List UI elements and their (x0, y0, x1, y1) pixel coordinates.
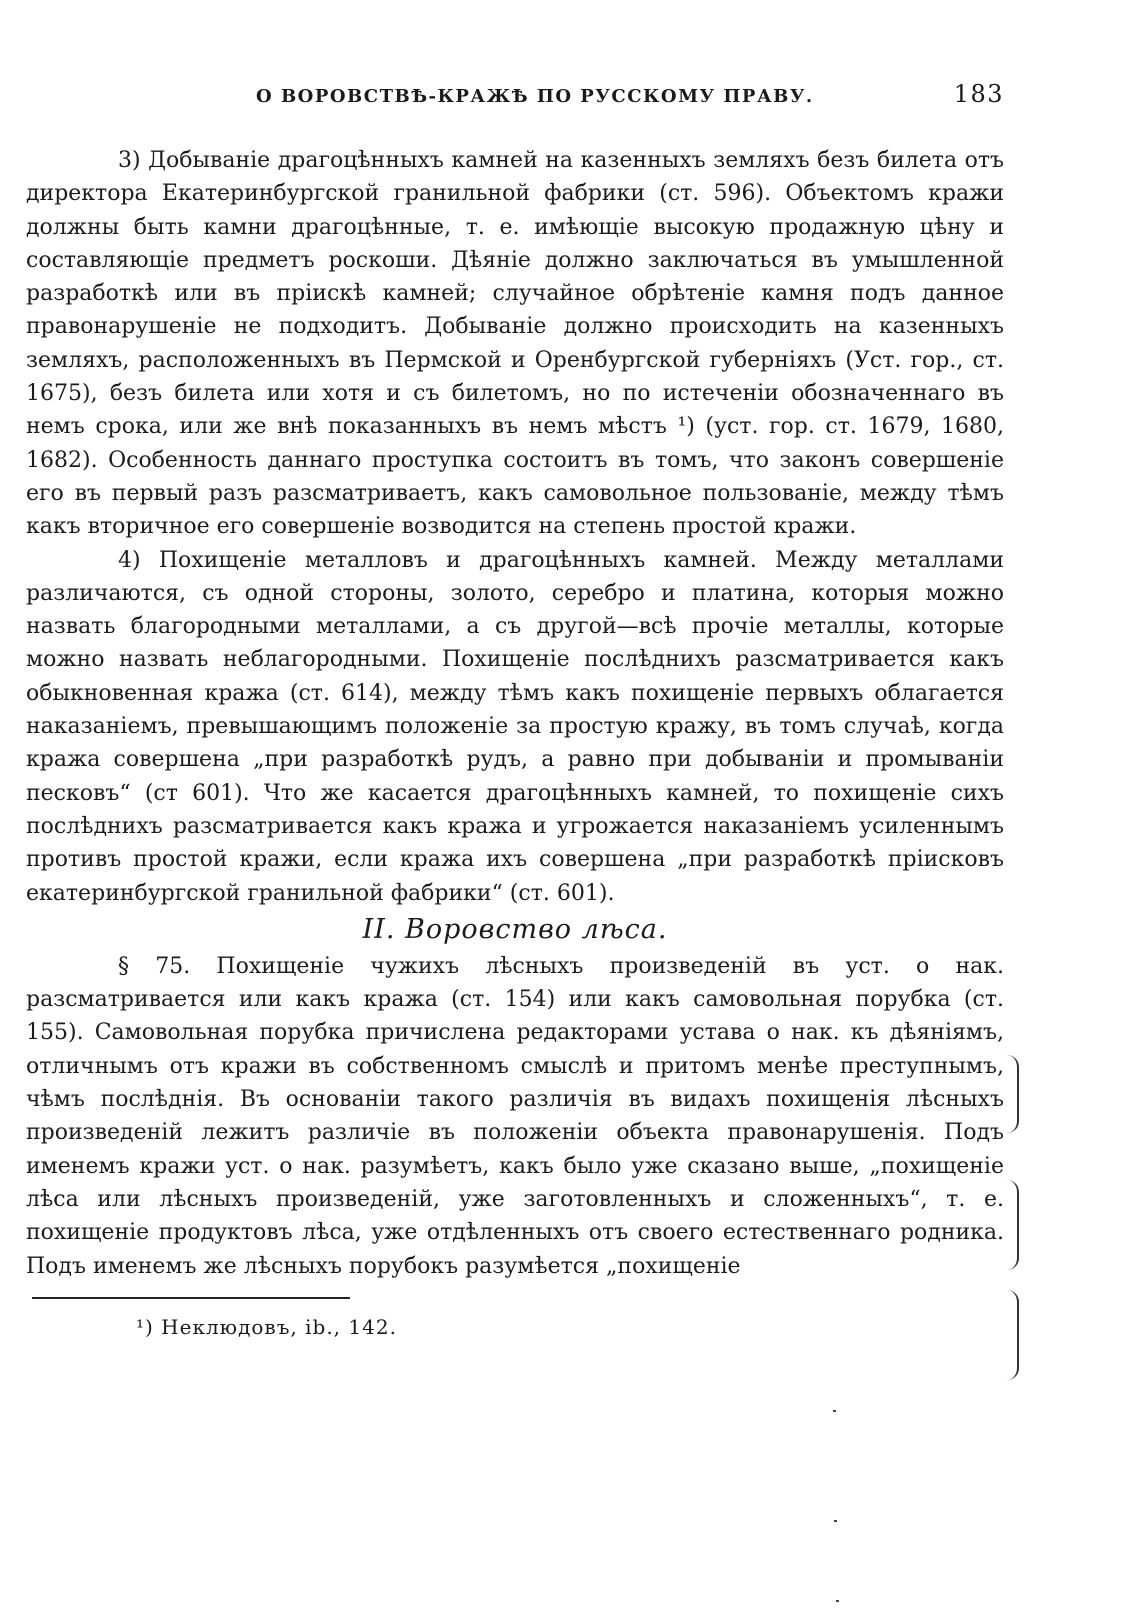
margin-bracket-mark (1005, 1290, 1019, 1380)
print-speck (834, 1520, 837, 1522)
paragraph-item-3: 3) Добываніе драгоцѣнныхъ камней на казенныхъ земляхъ безъ билета отъ директора Екатеринбургской гранильной фабрики (ст. 596). Объектомъ кражи должны быть камни драгоцѣнные, т. е. имѣющіе высокую продажную цѣну и составляющіе предметъ роскоши. Дѣяніе должно заключаться въ умышленной разработкѣ или въ пріискѣ камней; случайное обрѣтеніе камня подъ данное правонарушеніе не подходитъ. Добываніе должно происходить на казенныхъ земляхъ, расположенныхъ въ Пермской и Оренбургской губерніяхъ (Уст. гор., ст. 1675), безъ билета или хотя и съ билетомъ, но по истеченіи обозначеннаго въ немъ срока, или же внѣ показанныхъ въ немъ мѣстъ ¹) (уст. гор. ст. 1679, 1680, 1682). Особенность даннаго проступка состоитъ въ томъ, что законъ совершеніе его въ первый разъ разсматриваетъ, какъ самовольное пользованіе, между тѣмъ какъ вторичное его совершеніе возводится на степень простой кражи. (26, 148, 1004, 540)
footnote: ¹) Неклюдовъ, ib., 142. (136, 1314, 397, 1339)
page-number: 183 (953, 80, 1004, 108)
paragraph-section-75: § 75. Похищеніе чужихъ лѣсныхъ произведеній въ уст. о нак. разсматривается или какъ кража (ст. 154) или какъ самовольная порубка (ст. 155). Самовольная порубка причислена редакторами устава о нак. къ дѣяніямъ, отличнымъ отъ кражи въ собственномъ смыслѣ и притомъ менѣе преступнымъ, чѣмъ послѣднія. Въ основаніи такого различія въ видахъ похищенія лѣсныхъ произведеній лежитъ различіе въ положеніи объекта правонарушенія. Подъ именемъ кражи уст. о нак. разумѣетъ, какъ было уже сказано выше, „похищеніе лѣса или лѣсныхъ произведеній, уже заготовленныхъ и сложенныхъ“, т. е. похищеніе продуктовъ лѣса, уже отдѣленныхъ отъ своего естественнаго родника. Подъ именемъ же лѣсныхъ порубокъ разумѣется „похищеніе (26, 953, 1004, 1279)
book-page (26, 68, 1004, 1339)
running-header (26, 68, 1004, 110)
print-speck (836, 1600, 839, 1602)
footnote-divider (32, 1297, 350, 1299)
margin-bracket-mark (1005, 1055, 1019, 1133)
running-title: О ВОРОВСТВѢ-КРАЖѢ ПО РУССКОМУ ПРАВУ. (256, 86, 814, 107)
section-heading: II. Воровство лѣса. (362, 913, 668, 945)
body-text (26, 144, 1004, 1283)
margin-bracket-mark (1005, 1180, 1019, 1270)
print-speck (833, 1410, 836, 1412)
paragraph-item-4: 4) Похищеніе металловъ и драгоцѣнныхъ камней. Между металлами различаются, съ одной стороны, золото, серебро и платина, которыя можно назвать благородными металлами, а съ другой—всѣ прочіе металлы, которые можно назвать неблагородными. Похищеніе послѣднихъ разсматривается какъ обыкновенная кража (ст. 614), между тѣмъ какъ похищеніе первыхъ облагается наказаніемъ, превышающимъ положеніе за простую кражу, въ томъ случаѣ, когда кража совершена „при разработкѣ рудъ, а равно при добываніи и промываніи песковъ“ (ст 601). Что же касается драгоцѣнныхъ камней, то похищеніе сихъ послѣднихъ разсматривается какъ кража и угрожается наказаніемъ усиленнымъ противъ простой кражи, если кража ихъ совершена „при разработкѣ пріисковъ екатеринбургской гранильной фабрики“ (ст. 601). (26, 547, 1004, 906)
